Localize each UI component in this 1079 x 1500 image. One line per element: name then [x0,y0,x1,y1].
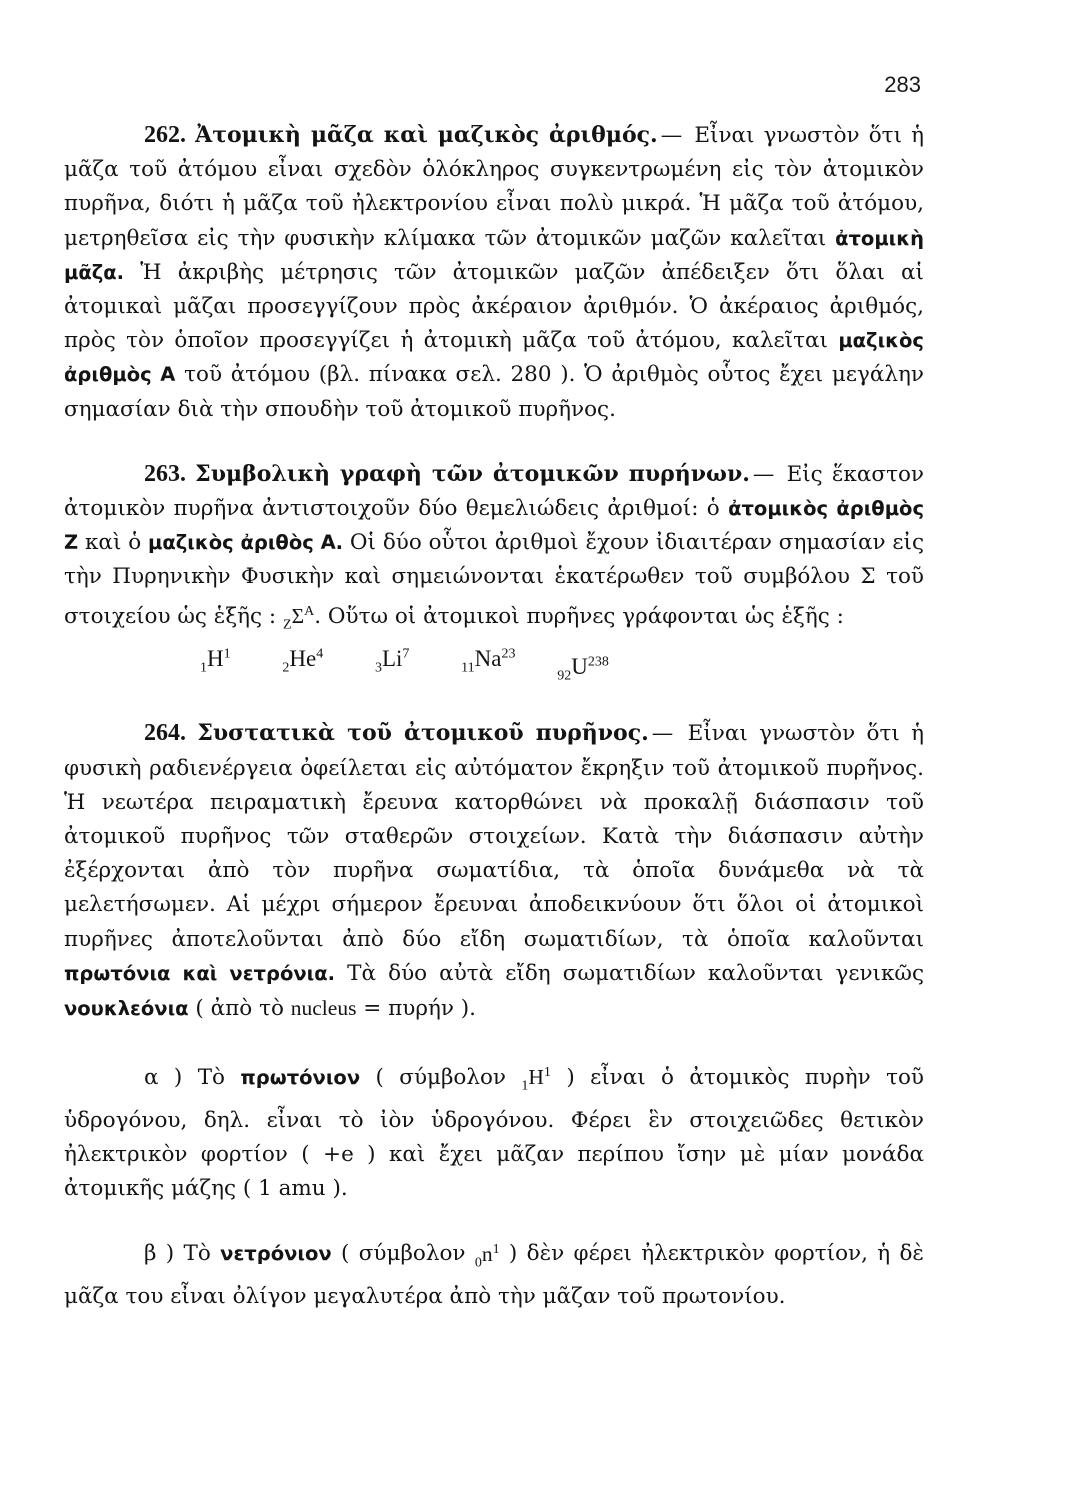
nuclide-symbol: He [289,646,317,672]
section-title: Συμβολικὴ γραφὴ τῶν ἀτομικῶν πυρήνων. [195,460,750,487]
section-263 [64,457,924,686]
bold-term-proton: πρωτόνιον [240,1066,361,1090]
bold-term-neutron: νετρόνιον [220,1242,332,1266]
page-content [64,118,924,1314]
body-text: ( σύμβολον [341,1241,466,1267]
nuclide-symbol: Na [474,646,502,672]
section-264 [64,716,924,1026]
nuclide-lithium [375,646,409,677]
bold-term-mass-number: μαζικὸς ἀριθὸς Α. [148,531,344,555]
item-proton [64,1056,924,1206]
notation-subscript: Z [283,617,292,633]
bold-term-nucleons: νουκλεόνια [64,996,189,1020]
symbol-superscript: 1 [492,1241,500,1257]
nuclide-mass-number: 7 [402,646,410,662]
body-text: ) εἶναι ὁ ἀτομικὸς πυρὴν τοῦ ὑδρογόνου, δηλ. εἶναι τὸ ἰὸν ὑδρογόνου. Φέρει ἓν στοιχειῶδες θετικὸν ἠλεκτρικὸν φορτίον ( +e ) καὶ ἔχει μᾶζαν περίπου ἴσην μὲ μίαν μονάδα ἀτομικῆς μάζης ( 1 amu ). [64,1065,925,1202]
body-text: τοῦ ἀτόμου (βλ. πίνακα σελ. 280 ). Ὁ ἀριθμὸς οὗτος ἔχει μεγάλην σημασίαν διὰ τὴν σπουδὴν τοῦ ἀτομικοῦ πυρῆνος. [64,362,924,422]
body-text: Ἡ ἀκριβὴς μέτρησις τῶν ἀτομικῶν μαζῶν ἀπέδειξεν ὅτι ὅλαι αἱ ἀτομικαὶ μᾶζαι προσεγγίζουν πρὸς ἀκέραιον ἀριθμόν. Ὁ ἀκέραιος ἀριθμός, πρὸς τὸν ὁποῖον προσεγγίζει ἡ ἀτομικὴ μᾶζα τοῦ ἀτόμου, καλεῖται [64,259,924,354]
nuclide-helium [282,646,323,677]
nuclide-atomic-number: 1 [200,660,207,676]
body-text: . Οὕτω οἱ ἀτομικοὶ πυρῆνες γράφονται ὡς ἑξῆς : [314,603,844,629]
neutron-symbol [474,1241,500,1270]
notation-symbol: Σ [291,603,305,628]
section-title: Συστατικὰ τοῦ ἀτομικοῦ πυρῆνος. [197,720,649,747]
nuclide-atomic-number: 11 [461,660,475,676]
nuclide-examples [200,646,924,686]
nuclide-mass-number: 1 [223,646,231,662]
item-marker: α ) [144,1065,183,1091]
notation-formula [283,603,315,633]
section-262 [64,118,924,427]
item-neutron [64,1232,924,1314]
symbol-subscript: 1 [521,1078,529,1094]
bold-term-mass-number: μαζικὸς ἀριθμὸς Α [64,329,924,387]
section-262-paragraph [64,118,924,427]
nuclide-atomic-number: 92 [557,668,572,684]
symbol-subscript: 0 [474,1254,482,1270]
nuclide-sodium [461,646,515,677]
section-number: 262. [144,122,186,148]
section-number: 264. [144,720,186,747]
body-text: Οἱ δύο οὗτοι ἀριθμοὶ ἔχουν ἰδιαιτέραν σημασίαν εἰς τὴν Πυρηνικὴν Φυσικὴν καὶ σημειώνονται ἑκατέρωθεν τοῦ συμβόλου Σ τοῦ στοιχείου ὡς ἑξῆς : [64,530,924,629]
symbol-letter: H [528,1065,544,1090]
body-text: = πυρήν ). [363,995,476,1021]
nuclide-symbol: U [571,654,588,680]
dash-separator: — [651,721,674,747]
body-text: Τὸ [197,1065,225,1091]
bold-term-atomic-mass: ἀτομικὴ μᾶζα. [64,226,924,284]
dash-separator: — [660,123,683,148]
symbol-superscript: 1 [543,1065,551,1081]
dash-separator: — [752,461,775,487]
section-264-paragraph [64,716,924,1026]
body-text: ) δὲν φέρει ἠλεκτρικὸν φορτίον, ἡ δὲ μᾶζα του εἶναι ὀλίγον μεγαλυτέρα ἀπὸ τὴν μᾶζαν τοῦ πρωτονίου. [64,1241,924,1310]
body-text: Εἰς ἕκαστον ἀτομικὸν πυρῆνα ἀντιστοιχοῦν δύο θεμελιώδεις ἀριθμοί: ὁ [64,461,924,522]
item-marker: β ) [144,1241,175,1267]
body-text: Εἶναι γνωστὸν ὅτι ἡ φυσικὴ ραδιενέργεια ὀφείλεται εἰς αὐτόματον ἔκρηξιν τοῦ ἀτομικοῦ πυρῆνος. Ἡ νεωτέρα πειραματικὴ ἔρευνα κατορθώνει νὰ προκαλῇ διάσπασιν τοῦ ἀτομικοῦ πυρῆνος τῶν σταθερῶν στοιχείων. Κατὰ τὴν διάσπασιν αὐτὴν ἐξέρχονται ἀπὸ τὸν πυρῆνα σωματίδια, τὰ ὁποῖα δυνάμεθα νὰ τὰ μελετήσωμεν. Αἱ μέχρι σήμερον ἔρευναι ἀποδεικνύουν ὅτι ὅλοι οἱ ἀτομικοὶ πυρῆνες ἀποτελοῦνται ἀπὸ δύο εἴδη σωματιδίων, τὰ ὁποῖα καλοῦνται [64,721,924,952]
nuclide-uranium [557,654,609,685]
section-number: 263. [144,460,186,487]
symbol-letter: n [481,1241,493,1266]
body-text: Τὸ [183,1241,211,1267]
bold-term-atomic-number: ἀτομικὸς ἀριθμὸς Ζ [64,497,924,555]
nuclide-atomic-number: 3 [374,660,382,676]
page-number: 283 [884,72,921,97]
nuclide-symbol: Li [381,646,403,672]
notation-superscript: A [304,603,315,619]
nuclide-hydrogen [200,646,231,677]
nuclide-symbol: H [207,646,224,672]
body-text: Τὰ δύο αὐτὰ εἴδη σωματιδίων καλοῦνται γενικῶς [347,960,924,986]
latin-word: nucleus [290,995,357,1020]
nuclide-mass-number: 23 [501,646,516,662]
nuclide-mass-number: 238 [587,654,609,670]
body-text: ( σύμβολον [375,1065,506,1091]
section-263-paragraph [64,457,924,642]
body-text: ( ἀπὸ τὸ [195,995,284,1021]
bold-term-protons-neutrons: πρωτόνια καὶ νετρόνια. [64,961,336,985]
proton-symbol [521,1065,551,1094]
body-text: καὶ ὁ [84,530,142,556]
section-title: Ἀτομικὴ μᾶζα καὶ μαζικὸς ἀριθμός. [195,122,658,148]
body-text: Εἶναι γνωστὸν ὅτι ἡ μᾶζα τοῦ ἀτόμου εἶναι σχεδὸν ὁλόκληρος συγκεντρωμένη εἰς τὸν ἀτομικὸν πυρῆνα, διότι ἡ μᾶζα τοῦ ἠλεκτρονίου εἶναι πολὺ μικρά. Ἡ μᾶζα τοῦ ἀτόμου, μετρηθεῖσα εἰς τὴν φυσικὴν κλίμακα τῶν ἀτομικῶν μαζῶν καλεῖται [64,123,924,251]
nuclide-mass-number: 4 [316,646,324,662]
nuclide-atomic-number: 2 [282,660,290,676]
